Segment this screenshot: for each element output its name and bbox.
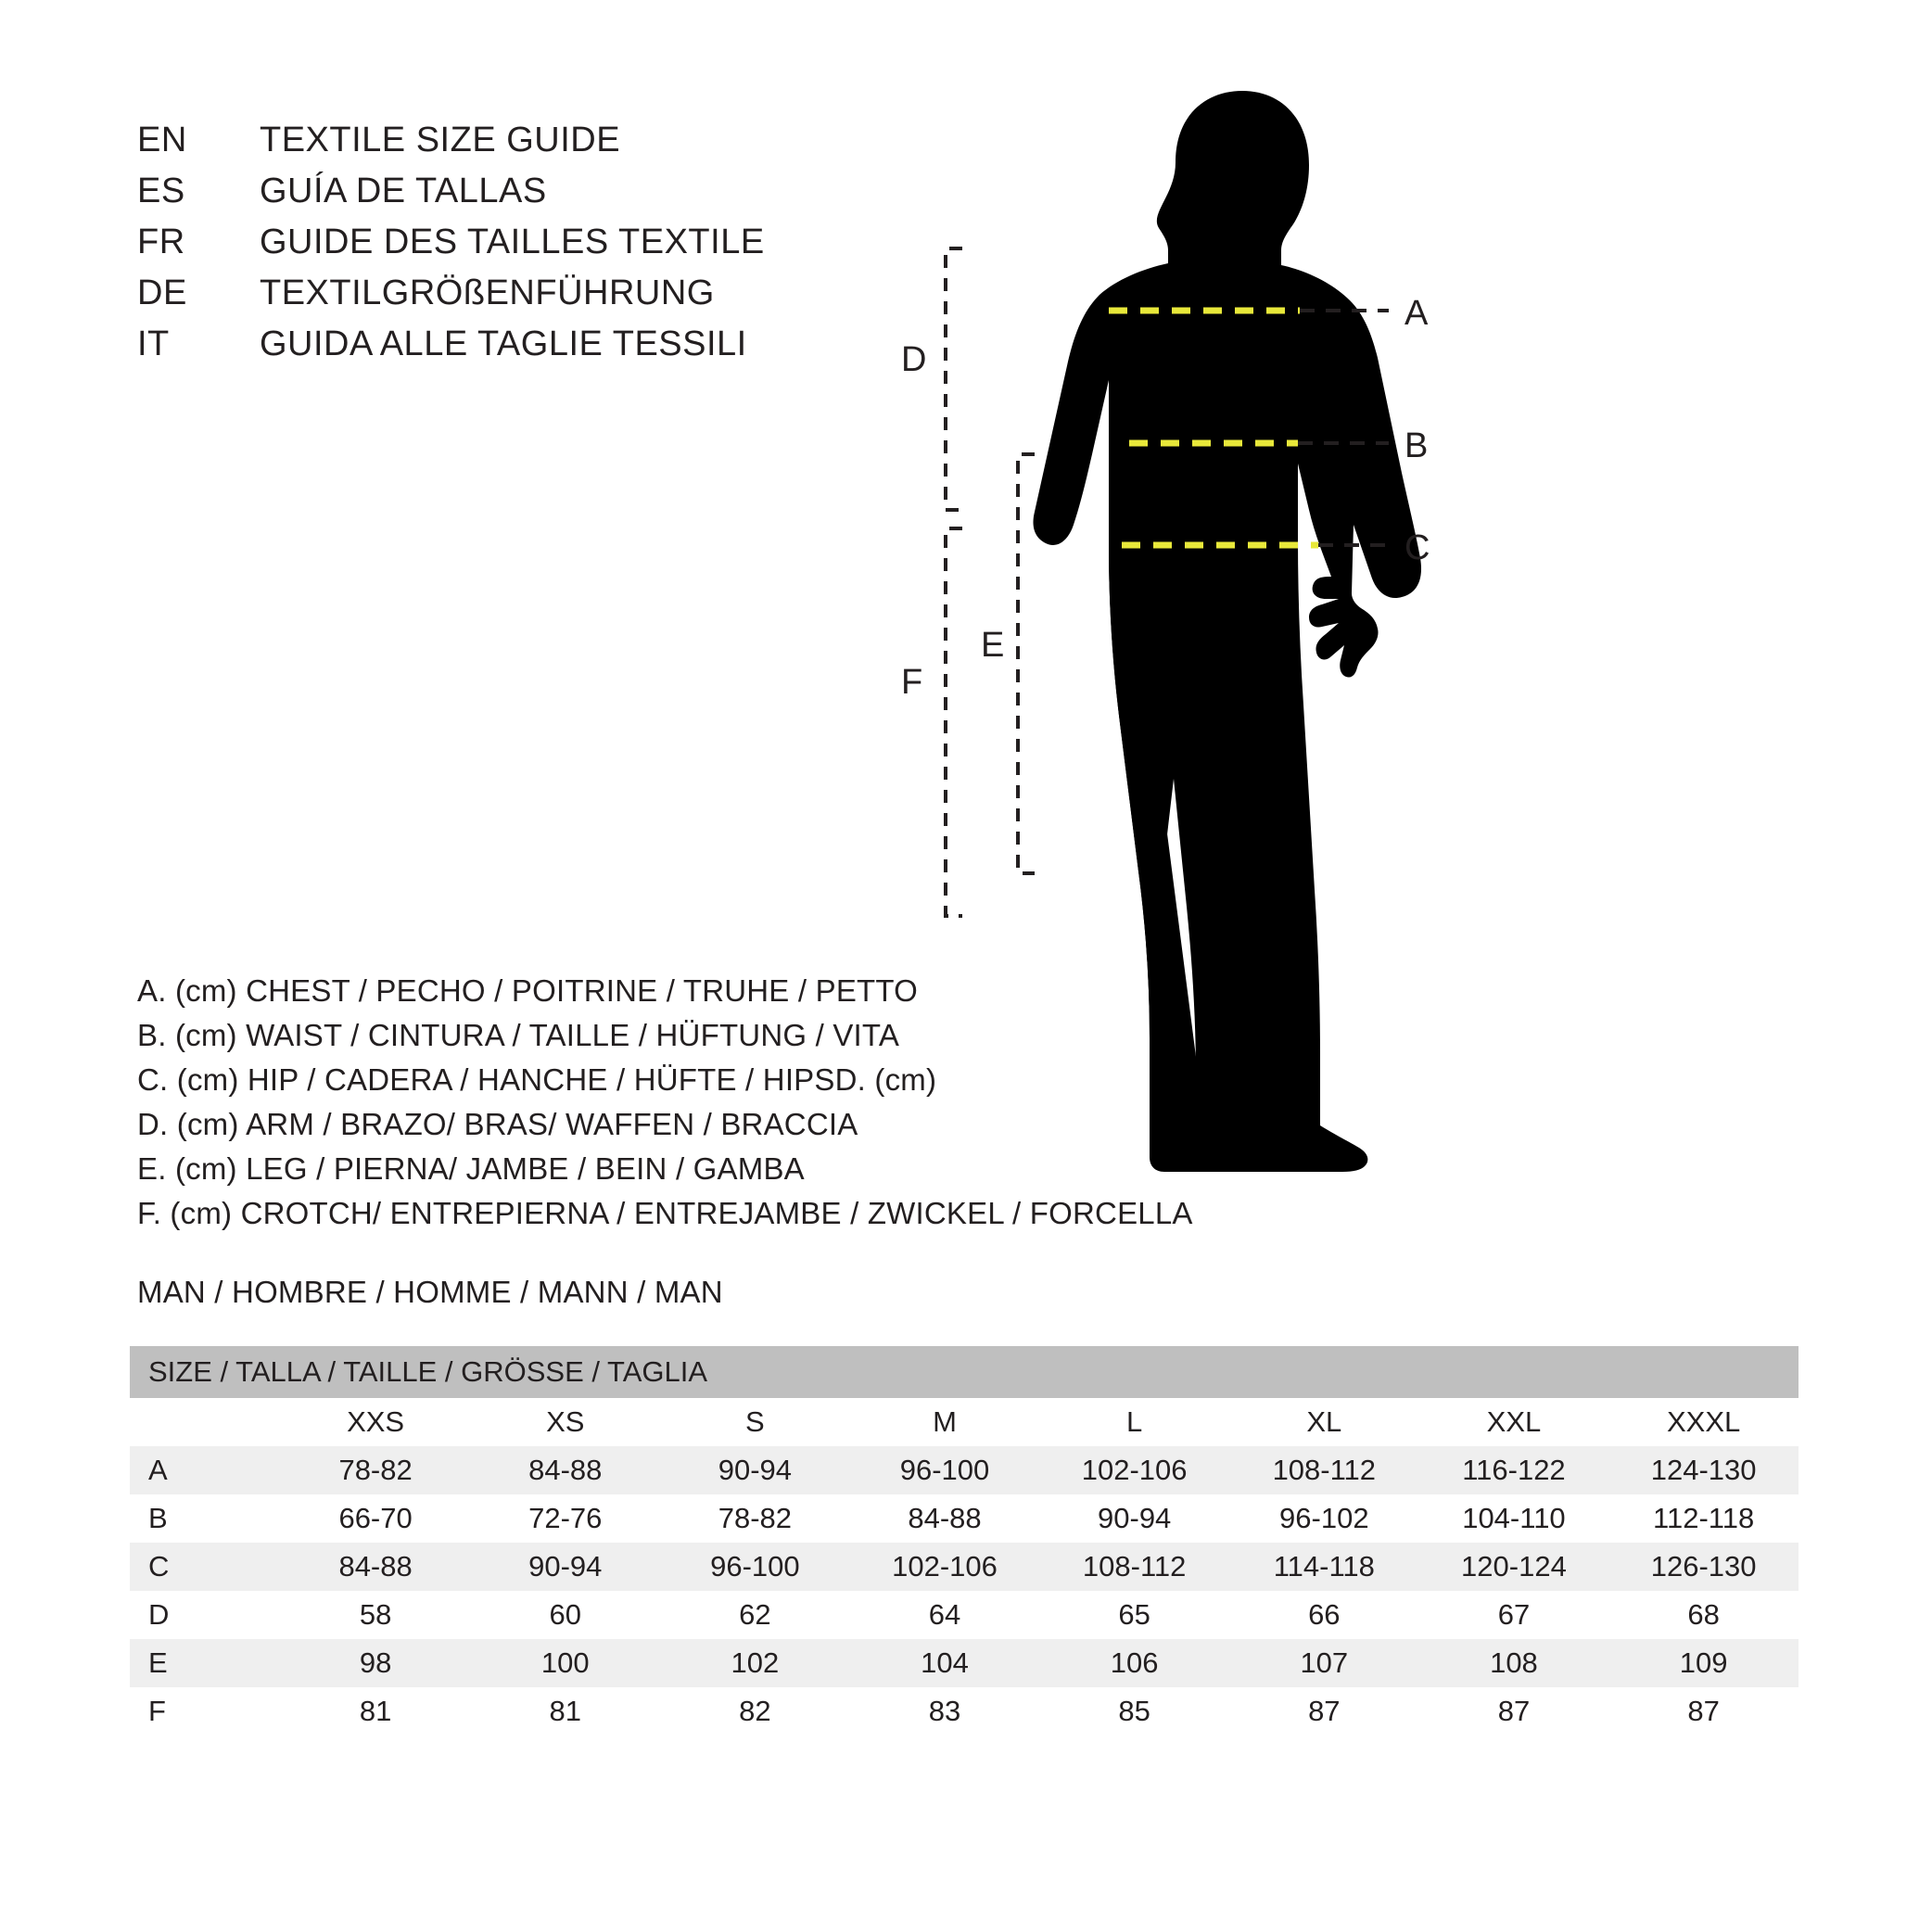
cell-d-xxl: 67 [1497, 1598, 1531, 1631]
cell-c-xl: 114-118 [1229, 1543, 1419, 1591]
cell-a-xxl: 116-122 [1419, 1446, 1609, 1494]
label-f: F [901, 663, 923, 702]
size-header-xxs: XXS [347, 1405, 405, 1438]
cell-c-s: 96-100 [660, 1543, 850, 1591]
language-code-en: EN [137, 121, 187, 159]
cell-d-xxxl: 68 [1687, 1598, 1720, 1631]
language-row-fr [137, 222, 972, 273]
cell-b-xs: 72-76 [528, 1502, 603, 1534]
cell-b-xxs: 66-70 [338, 1502, 413, 1534]
size-header-s: S [745, 1405, 765, 1438]
cell-b-s: 78-82 [718, 1502, 793, 1534]
legend-item-c: C. (cm) HIP / CADERA / HANCHE / HÜFTE / HIPSD. (cm) [137, 1062, 937, 1097]
cell-a-m: 96-100 [850, 1446, 1040, 1494]
cell-c-xxxl: 126-130 [1608, 1543, 1799, 1591]
language-text-fr: GUIDE DES TAILLES TEXTILE [260, 222, 765, 261]
table-corner-cell [130, 1398, 281, 1446]
size-header-l: L [1126, 1405, 1143, 1438]
size-header-m: M [933, 1405, 957, 1438]
cell-e-xxl: 108 [1419, 1639, 1609, 1687]
size-header-xl: XL [1306, 1405, 1342, 1438]
label-c: C [1405, 528, 1430, 567]
cell-d-xl: 66 [1308, 1598, 1341, 1631]
legend-item-f: F. (cm) CROTCH/ ENTREPIERNA / ENTREJAMBE / ZWICKEL / FORCELLA [137, 1196, 1193, 1230]
table-row [130, 1687, 1799, 1735]
size-header-xs: XS [546, 1405, 585, 1438]
cell-f-m: 83 [928, 1695, 961, 1727]
language-text-es: GUÍA DE TALLAS [260, 172, 547, 210]
cell-f-s: 82 [739, 1695, 771, 1727]
legend-item-b: B. (cm) WAIST / CINTURA / TAILLE / HÜFTUNG / VITA [137, 1018, 900, 1052]
cell-b-m: 84-88 [908, 1502, 982, 1534]
language-code-es: ES [137, 172, 185, 210]
label-b: B [1405, 426, 1429, 465]
cell-e-m: 104 [850, 1639, 1040, 1687]
row-label-b: B [148, 1502, 168, 1534]
cell-d-l: 65 [1118, 1598, 1150, 1631]
cell-e-xs: 100 [470, 1639, 660, 1687]
language-row-it [137, 324, 972, 375]
language-title-block [137, 121, 972, 375]
language-text-de: TEXTILGRÖßENFÜHRUNG [260, 273, 715, 312]
language-code-fr: FR [137, 222, 185, 261]
language-code-it: IT [137, 324, 170, 363]
gender-label: MAN / HOMBRE / HOMME / MANN / MAN [137, 1275, 723, 1309]
cell-b-xxxl: 112-118 [1653, 1502, 1755, 1534]
table-row [130, 1446, 1799, 1494]
cell-f-l: 85 [1118, 1695, 1150, 1727]
row-label-a: A [130, 1446, 281, 1494]
cell-c-xxl: 120-124 [1419, 1543, 1609, 1591]
cell-c-m: 102-106 [850, 1543, 1040, 1591]
size-header-xxxl: XXXL [1666, 1405, 1741, 1438]
crotch-dimension-bracket [946, 528, 962, 916]
cell-b-xl: 96-102 [1279, 1502, 1369, 1534]
language-text-it: GUIDA ALLE TAGLIE TESSILI [260, 324, 747, 363]
cell-a-l: 102-106 [1039, 1446, 1229, 1494]
cell-e-l: 106 [1039, 1639, 1229, 1687]
cell-e-xxs: 98 [281, 1639, 471, 1687]
leg-dimension-bracket [1018, 454, 1035, 873]
cell-c-xs: 90-94 [470, 1543, 660, 1591]
legend-item-a: A. (cm) CHEST / PECHO / POITRINE / TRUHE / PETTO [137, 973, 919, 1008]
cell-a-xxxl: 124-130 [1608, 1446, 1799, 1494]
row-label-c: C [130, 1543, 281, 1591]
cell-f-xl: 87 [1308, 1695, 1341, 1727]
table-row [130, 1591, 1799, 1639]
cell-e-s: 102 [660, 1639, 850, 1687]
cell-f-xs: 81 [549, 1695, 581, 1727]
legend-item-e: E. (cm) LEG / PIERNA/ JAMBE / BEIN / GAMBA [137, 1151, 805, 1186]
cell-c-xxs: 84-88 [281, 1543, 471, 1591]
cell-b-xxl: 104-110 [1462, 1502, 1566, 1534]
label-e: E [981, 626, 1005, 665]
language-code-de: DE [137, 273, 187, 312]
cell-d-m: 64 [928, 1598, 961, 1631]
size-chart-table [130, 1346, 1799, 1735]
row-label-e: E [130, 1639, 281, 1687]
cell-a-xl: 108-112 [1229, 1446, 1419, 1494]
cell-b-l: 90-94 [1098, 1502, 1172, 1534]
male-silhouette-icon [1034, 91, 1422, 1172]
label-d: D [901, 340, 927, 379]
cell-c-l: 108-112 [1039, 1543, 1229, 1591]
cell-f-xxl: 87 [1497, 1695, 1531, 1727]
table-row [130, 1543, 1799, 1591]
language-text-en: TEXTILE SIZE GUIDE [260, 121, 621, 159]
cell-a-s: 90-94 [660, 1446, 850, 1494]
legend-item-d: D. (cm) ARM / BRAZO/ BRAS/ WAFFEN / BRACCIA [137, 1107, 858, 1141]
table-band-title: SIZE / TALLA / TAILLE / GRÖSSE / TAGLIA [130, 1346, 1799, 1398]
language-row-es [137, 172, 972, 222]
cell-d-s: 62 [739, 1598, 771, 1631]
cell-f-xxs: 81 [359, 1695, 392, 1727]
cell-e-xxxl: 109 [1608, 1639, 1799, 1687]
cell-f-xxxl: 87 [1687, 1695, 1720, 1727]
size-header-xxl: XXL [1486, 1405, 1542, 1438]
row-label-f: F [148, 1695, 166, 1727]
table-row [130, 1639, 1799, 1687]
cell-a-xs: 84-88 [470, 1446, 660, 1494]
cell-a-xxs: 78-82 [281, 1446, 471, 1494]
cell-e-xl: 107 [1229, 1639, 1419, 1687]
table-header-row [130, 1398, 1799, 1446]
row-label-d: D [148, 1598, 170, 1631]
cell-d-xs: 60 [549, 1598, 581, 1631]
language-row-en [137, 121, 972, 172]
cell-d-xxs: 58 [359, 1598, 392, 1631]
label-a: A [1405, 294, 1429, 333]
table-band-row [130, 1346, 1799, 1398]
body-measurement-diagram [901, 74, 1854, 1214]
language-row-de [137, 273, 972, 324]
table-row [130, 1494, 1799, 1543]
